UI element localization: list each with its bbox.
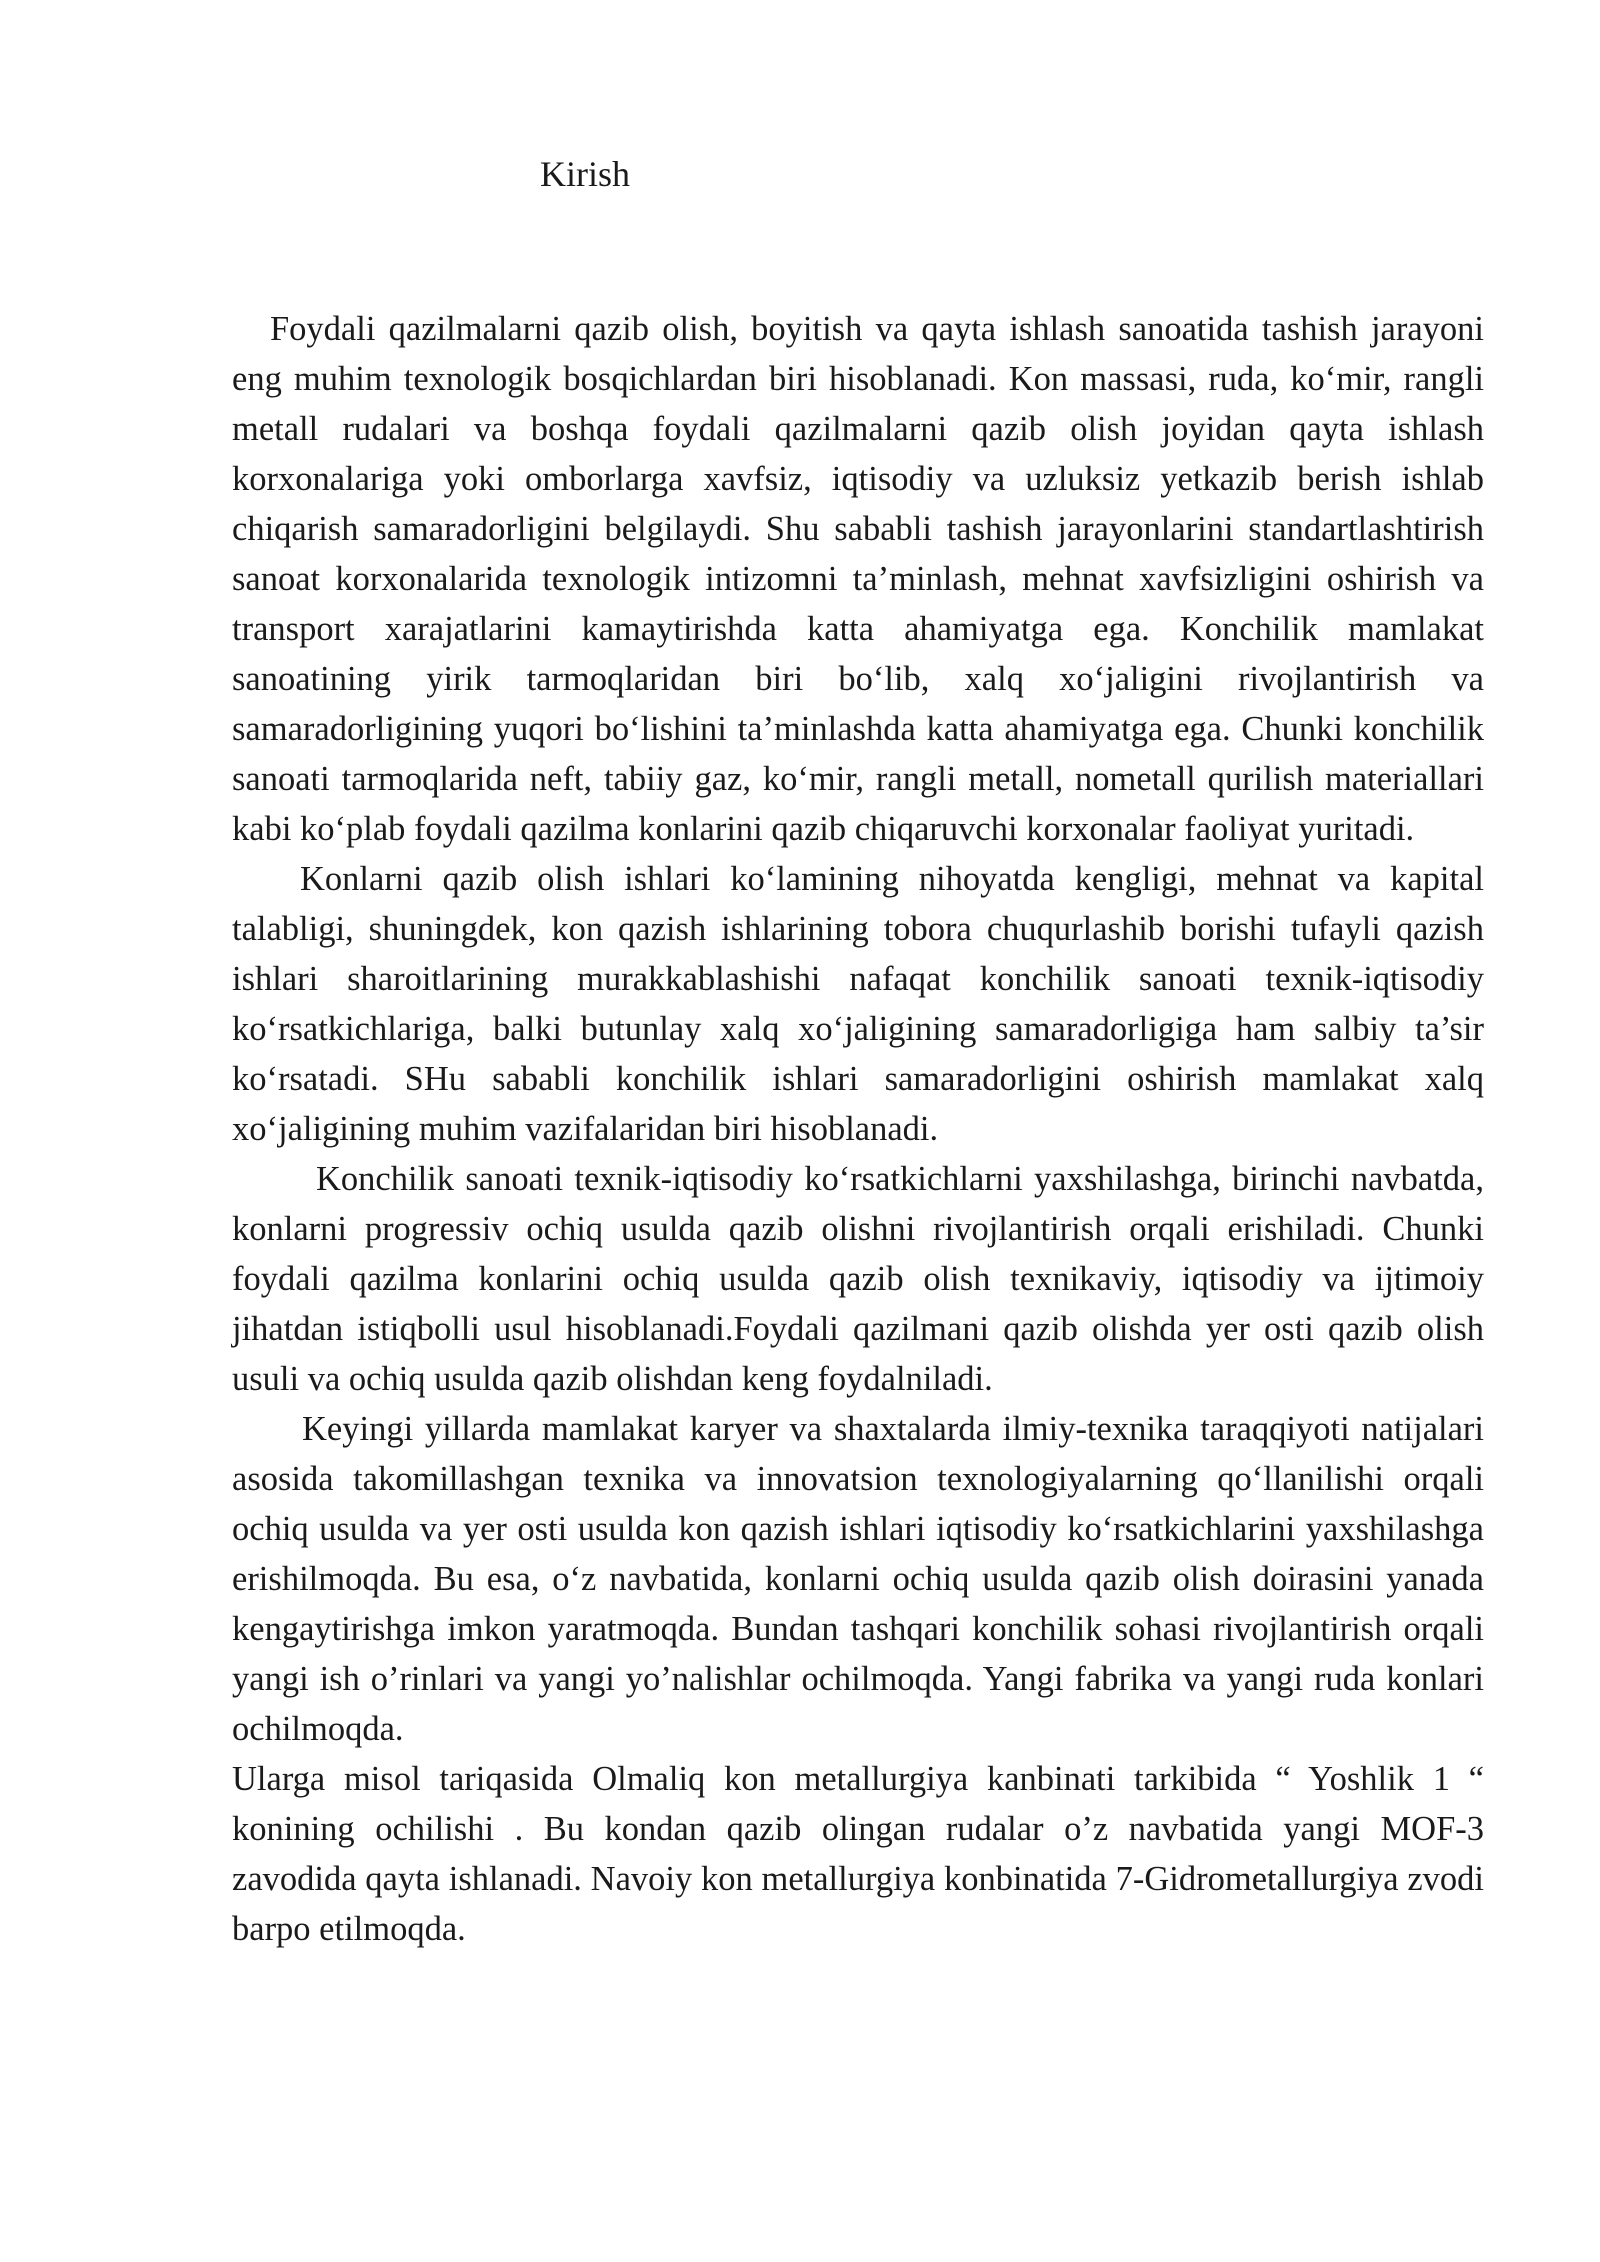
paragraph-2: Konlarni qazib olish ishlari ko‘lamining nihoyatda kengligi, mehnat va kapital talabligi, shuningdek, kon qazish ishlarining tobora chuqurlashib borishi tufayli qazish ishlari sharoitlarining murakkablashishi nafaqat konchilik sanoati texnik-iqtisodiy ko‘rsatkichlariga, balki butunlay xalq xo‘jaligining samaradorligiga ham salbiy ta’sir ko‘rsatadi. SHu sababli konchilik ishlari samaradorligini oshirish mamlakat xalq xo‘jaligining muhim vazifalaridan biri hisoblanadi. <box>232 860 1484 1148</box>
document-body <box>232 304 1484 1954</box>
paragraph-5: Ularga misol tariqasida Olmaliq kon metallurgiya kanbinati tarkibida “ Yoshlik 1 “ konining ochilishi . Bu kondan qazib olingan rudalar o’z navbatida yangi MOF-3 zavodida qayta ishlanadi. Navoiy kon metallurgiya konbinatida 7-Gidrometallurgiya zvodi barpo etilmoqda. <box>232 1760 1484 1948</box>
paragraph-1: Foydali qazilmalarni qazib olish, boyitish va qayta ishlash sanoatida tashish jarayoni eng muhim texnologik bosqichlardan biri hisoblanadi. Kon massasi, ruda, ko‘mir, rangli metall rudalari va boshqa foydali qazilmalarni qazib olish joyidan qayta ishlash korxonalariga yoki omborlarga xavfsiz, iqtisodiy va uzluksiz yetkazib berish ishlab chiqarish samaradorligini belgilaydi. Shu sababli tashish jarayonlarini standartlashtirish sanoat korxonalarida texnologik intizomni ta’minlash, mehnat xavfsizligini oshirish va transport xarajatlarini kamaytirishda katta ahamiyatga ega. Konchilik mamlakat sanoatining yirik tarmoqlaridan biri bo‘lib, xalq xo‘jaligini rivojlantirish va samaradorligining yuqori bo‘lishini ta’minlashda katta ahamiyatga ega. Chunki konchilik sanoati tarmoqlarida neft, tabiiy gaz, ko‘mir, rangli metall, nometall qurilish materiallari kabi ko‘plab foydali qazilma konlarini qazib chiqaruvchi korxonalar faoliyat yuritadi. <box>232 310 1484 848</box>
paragraph-4: Keyingi yillarda mamlakat karyer va shaxtalarda ilmiy-texnika taraqqiyoti natijalari asosida takomillashgan texnika va innovatsion texnologiyalarning qo‘llanilishi orqali ochiq usulda va yer osti usulda kon qazish ishlari iqtisodiy ko‘rsatkichlarini yaxshilashga erishilmoqda. Bu esa, o‘z navbatida, konlarni ochiq usulda qazib olish doirasini yanada kengaytirishga imkon yaratmoqda. Bundan tashqari konchilik sohasi rivojlantirish orqali yangi ish o’rinlari va yangi yo’nalishlar ochilmoqda. Yangi fabrika va yangi ruda konlari ochilmoqda. <box>232 1410 1484 1748</box>
paragraph-3: Konchilik sanoati texnik-iqtisodiy ko‘rsatkichlarni yaxshilashga, birinchi navbatda, konlarni progressiv ochiq usulda qazib olishni rivojlantirish orqali erishiladi. Chunki foydali qazilma konlarini ochiq usulda qazib olish texnikaviy, iqtisodiy va ijtimoiy jihatdan istiqbolli usul hisoblanadi.Foydali qazilmani qazib olishda yer osti qazib olish usuli va ochiq usulda qazib olishdan keng foydalniladi. <box>232 1160 1484 1398</box>
page-title: Kirish <box>540 154 630 194</box>
